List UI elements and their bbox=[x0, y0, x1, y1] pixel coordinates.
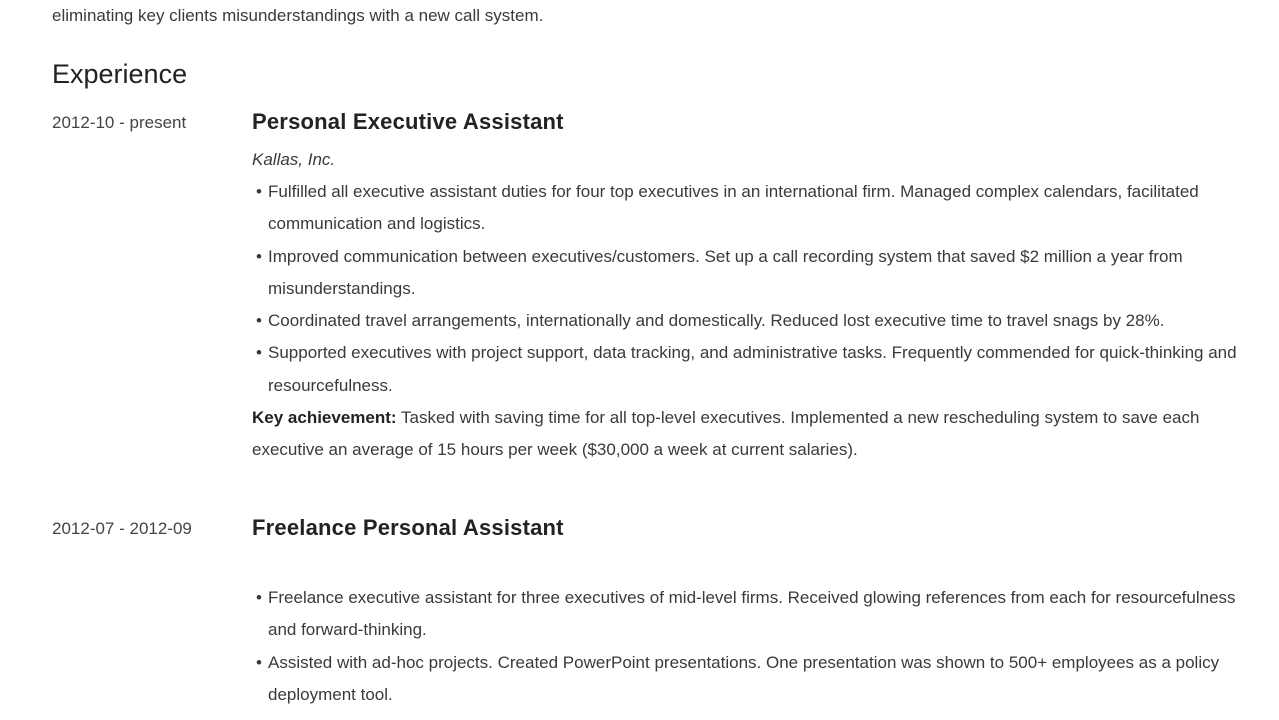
job-dates: 2012-07 - 2012-09 bbox=[52, 519, 192, 538]
job-company bbox=[252, 550, 1242, 582]
job-title: Freelance Personal Assistant bbox=[252, 515, 564, 540]
key-achievement bbox=[252, 402, 1242, 467]
job-entry bbox=[252, 106, 1242, 467]
job-title: Personal Executive Assistant bbox=[252, 109, 564, 134]
job-bullets bbox=[252, 582, 1242, 711]
section-title-experience: Experience bbox=[52, 59, 188, 89]
job-bullets bbox=[252, 176, 1242, 402]
job-bullet: • Coordinated travel arrangements, internationally and domestically. Reduced lost executive time to travel snags by 28%. bbox=[252, 305, 1242, 337]
job-company: Kallas, Inc. bbox=[252, 150, 336, 169]
job-bullet: • Supported executives with project support, data tracking, and administrative tasks. Frequently commended for quick-thinking and resourcefulness. bbox=[252, 337, 1242, 402]
job-entry bbox=[252, 512, 1242, 711]
job-bullet: • Assisted with ad-hoc projects. Created PowerPoint presentations. One presentation was shown to 500+ employees as a policy deployment tool. bbox=[252, 647, 1242, 712]
intro-text-tail: eliminating key clients misunderstandings with a new call system. bbox=[52, 6, 544, 25]
key-achievement-text: Tasked with saving time for all top-level executives. Implemented a new rescheduling system to save each executive an average of 15 hours per week ($30,000 a week at current salaries). bbox=[252, 408, 1200, 460]
job-bullet: • Improved communication between executives/customers. Set up a call recording system that saved $2 million a year from misunderstandings. bbox=[252, 241, 1242, 306]
job-bullet: • Freelance executive assistant for three executives of mid-level firms. Received glowing references from each for resourcefulness and forward-thinking. bbox=[252, 582, 1242, 647]
key-achievement-label: Key achievement: bbox=[252, 408, 397, 428]
job-dates: 2012-10 - present bbox=[52, 113, 187, 132]
job-bullet: • Fulfilled all executive assistant duties for four top executives in an international firm. Managed complex calendars, facilitated communication and logistics. bbox=[252, 176, 1242, 241]
